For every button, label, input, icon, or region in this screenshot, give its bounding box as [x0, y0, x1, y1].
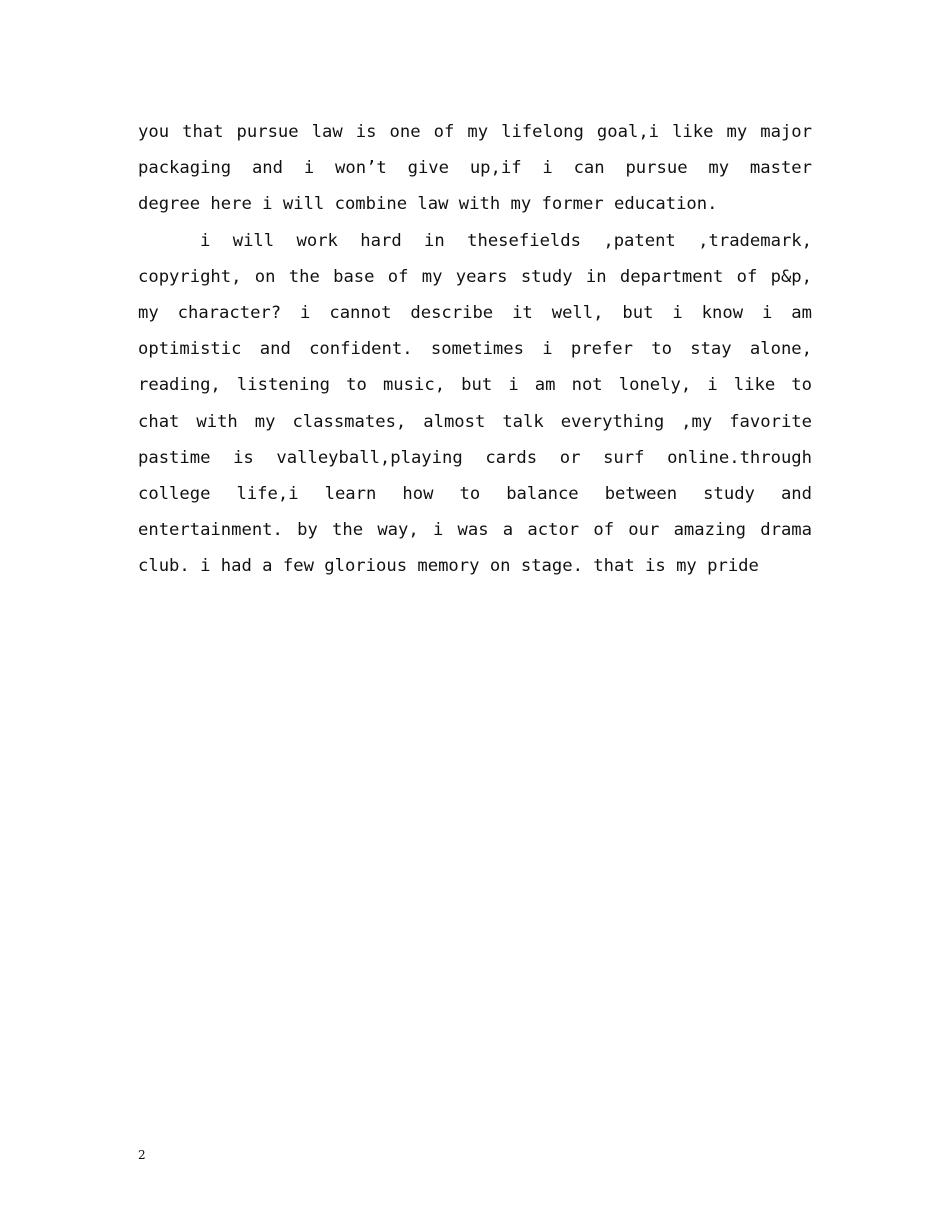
text-line: entertainment. by the way, i was a actor of our amazing drama [138, 520, 812, 541]
text-line: you that pursue law is one of my lifelong goal,i like my major [138, 122, 812, 142]
text-line: chat with my classmates, almost talk everything ,my favorite [138, 411, 812, 432]
paragraph-2 [138, 223, 812, 585]
body-text [138, 114, 812, 584]
paragraph-1 [138, 114, 812, 223]
text-line: copyright, on the base of my years study in department of p&p, [138, 266, 812, 287]
text-line: optimistic and confident. sometimes i prefer to stay alone, [138, 339, 812, 360]
text-line: college life,i learn how to balance between study and [138, 483, 812, 504]
text-line: reading, listening to music, but i am not lonely, i like to [138, 375, 812, 396]
text-line: club. i had a few glorious memory on stage. that is my pride [138, 556, 759, 577]
text-line: i will work hard in thesefields ,patent ,trademark, [200, 230, 812, 251]
text-line: degree here i will combine law with my former education. [138, 194, 718, 215]
text-line: my character? i cannot describe it well, but i know i am [138, 302, 812, 323]
text-line: pastime is valleyball,playing cards or surf online.through [138, 447, 812, 468]
text-line: packaging and i won’t give up,if i can pursue my master [138, 158, 812, 179]
page-number: 2 [138, 1148, 146, 1162]
